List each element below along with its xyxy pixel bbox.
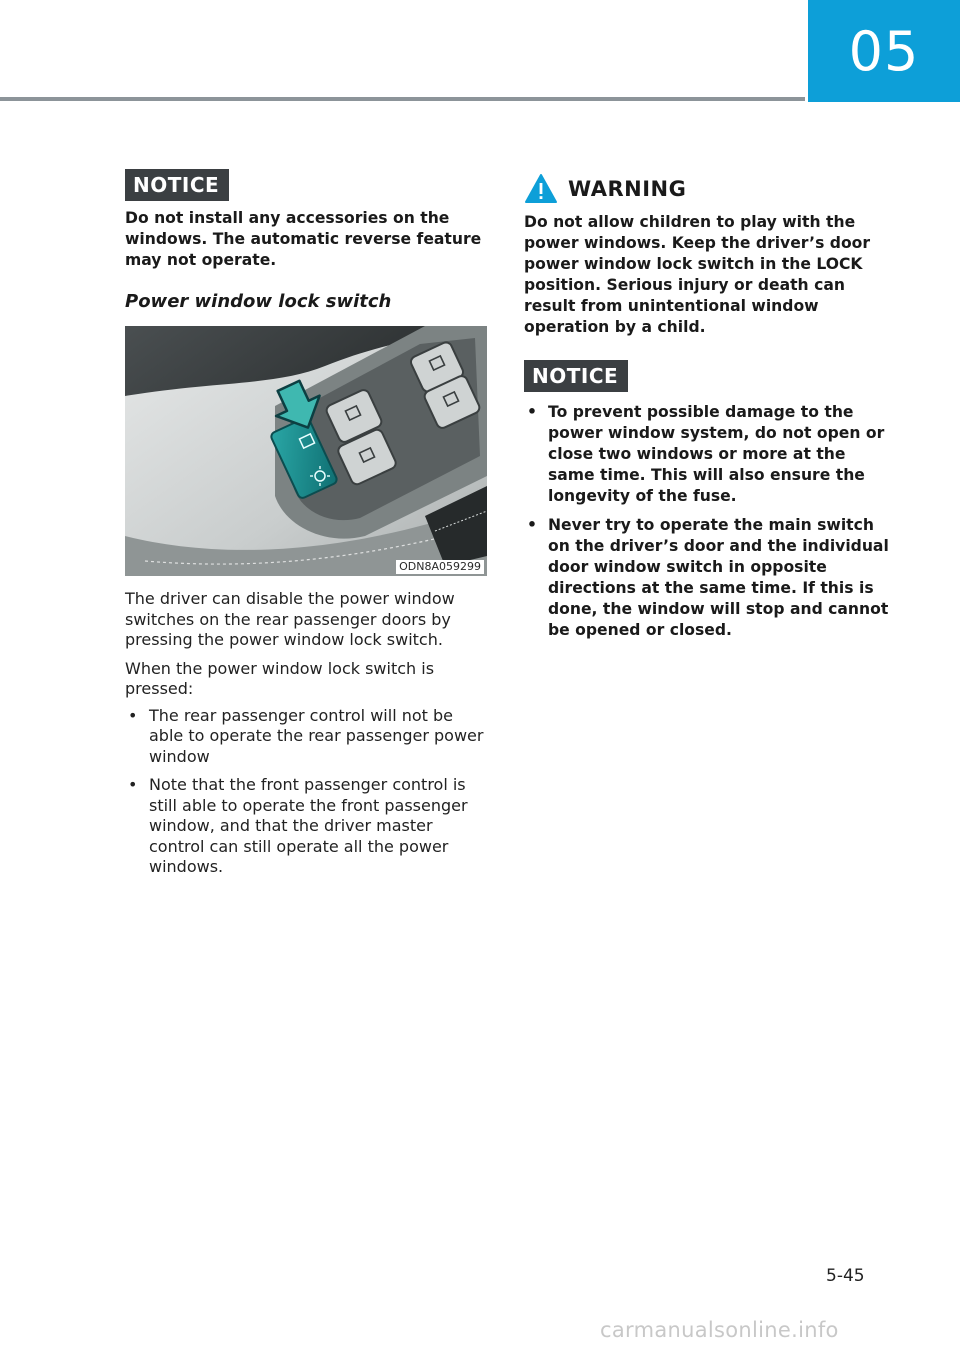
notice-badge: NOTICE: [524, 360, 628, 392]
notice-block: [125, 169, 487, 271]
page-number: 5-45: [826, 1266, 865, 1286]
warning-block: [524, 172, 894, 338]
list-item: • Note that the front passenger control is still able to operate the front passenger window, and that the driver master control can still operate all the power windows.: [125, 775, 487, 878]
warning-title: WARNING: [568, 177, 687, 201]
figure-code: ODN8A059299: [396, 560, 484, 574]
bullet-list: [125, 706, 487, 878]
warning-text: Do not allow children to play with the power windows. Keep the driver’s door power window lock switch in the LOCK position. Serious injury or death can result from unintentional window operation by a child.: [524, 213, 871, 336]
notice-block: [524, 360, 894, 641]
list-item: • Never try to operate the main switch on the driver’s door and the individual door window switch in opposite directions at the same time. If this is done, the window will stop and cannot be opened or closed.: [524, 515, 894, 641]
watermark: carmanualsonline.info: [600, 1318, 839, 1342]
body-paragraph: When the power window lock switch is pressed:: [125, 658, 435, 698]
lock-switch-illustration: [125, 326, 487, 576]
chapter-tab: 05: [808, 0, 960, 102]
body-paragraph: The driver can disable the power window switches on the rear passenger doors by pressing the power window lock switch.: [125, 589, 455, 649]
bullet-list: [524, 402, 894, 641]
header-rule: [0, 97, 805, 101]
section-title: Power window lock switch: [125, 291, 392, 312]
lock-switch-figure: [125, 326, 487, 576]
notice-text: Do not install any accessories on the windows. The automatic reverse feature may not operate.: [125, 209, 482, 269]
warning-heading: [524, 172, 894, 206]
left-column: [125, 169, 487, 886]
list-item: • The rear passenger control will not be able to operate the rear passenger power window: [125, 706, 487, 768]
list-item: • To prevent possible damage to the power window system, do not open or close two windows or more at the same time. This will also ensure the longevity of the fuse.: [524, 402, 894, 507]
warning-triangle-icon: [524, 172, 558, 206]
right-column: [524, 172, 894, 649]
notice-badge: NOTICE: [125, 169, 229, 201]
